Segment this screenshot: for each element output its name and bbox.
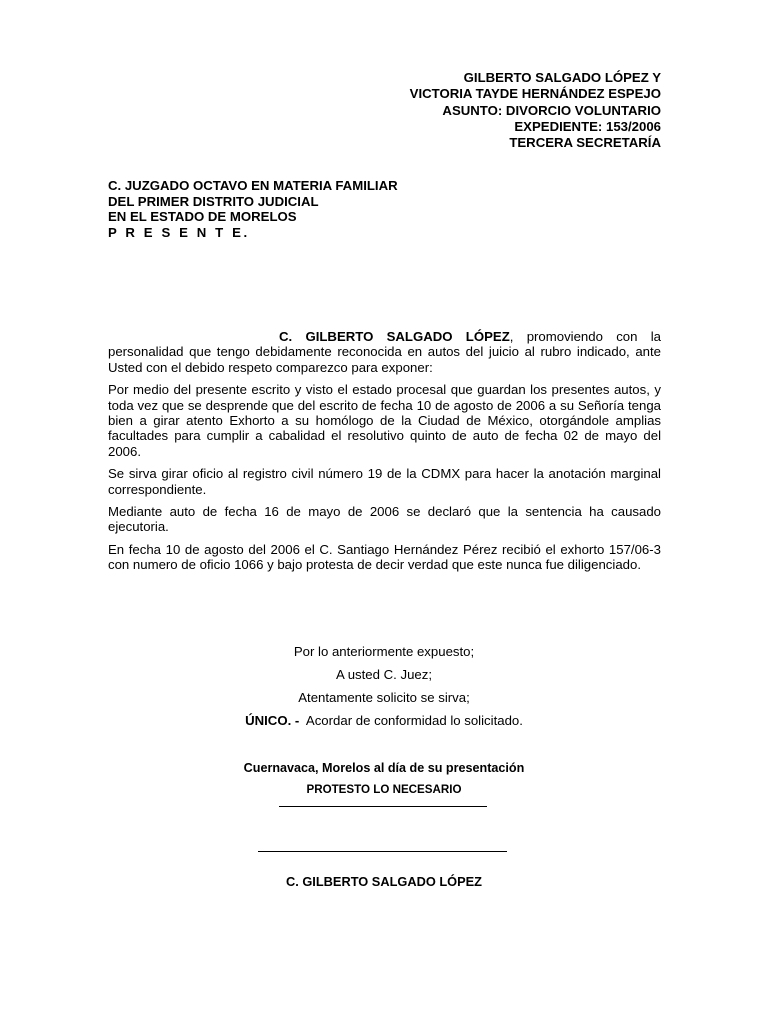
case-header [410,70,661,151]
body-paragraph-2: Se sirva girar oficio al registro civil número 19 de la CDMX para hacer la anotación marginal correspondiente. [108,466,661,497]
header-case-number: EXPEDIENTE: 153/2006 [514,118,661,134]
intro-text: , promoviendo con la personalidad que tengo debidamente reconocida en autos del juicio al rubro indicado, ante Usted con el debido respeto comparezco para exponer: [108,329,661,375]
closing-line-solicito: Atentamente solicito se sirva; [298,690,470,705]
body-paragraph-1: Por medio del presente escrito y visto el estado procesal que guardan los presentes autos, y toda vez que se desprende que del escrito de fecha 10 de agosto de 2006 a su Señoría tenga bien a girar atento Exhorto a su homólogo de la Ciudad de México, otorgándole amplias facultades para cumplir a cabalidad el resolutivo quinto de auto de fecha 02 de mayo del 2006. [108,382,661,459]
header-parties-line-2: VICTORIA TAYDE HERNÁNDEZ ESPEJO [409,86,661,102]
addressee-court: C. JUZGADO OCTAVO EN MATERIA FAMILIAR [108,178,398,193]
addressee-presente: P R E S E N T E. [108,224,250,240]
addressee-district: DEL PRIMER DISTRITO JUDICIAL [108,193,319,209]
addressee-block [108,178,398,240]
protesto-underline [279,806,487,807]
closing-line-expuesto: Por lo anteriormente expuesto; [293,644,475,659]
addressee-state: EN EL ESTADO DE MORELOS [108,209,297,225]
closing-line-juez: A usted C. Juez; [335,667,433,682]
header-parties-line-1: GILBERTO SALGADO LÓPEZ Y [463,70,661,85]
protesto-line: PROTESTO LO NECESARIO [306,783,462,796]
signer-name: C. GILBERTO SALGADO LÓPEZ [286,874,482,889]
closing-line-unico [0,713,768,728]
document-body [108,329,661,580]
body-paragraph-4: En fecha 10 de agosto del 2006 el C. Santiago Hernández Pérez recibió el exhorto 157/06-3 con numero de oficio 1066 y bajo protesta de decir verdad que este nunca fue diligenciado. [108,541,661,573]
body-paragraph-3: Mediante auto de fecha 16 de mayo de 2006 se declaró que la sentencia ha causado ejecutoria. [108,504,661,535]
unico-label: ÚNICO. - [245,713,300,728]
header-secretariat: TERCERA SECRETARÍA [509,135,661,151]
intro-paragraph [108,329,661,375]
intro-petitioner-name: C. GILBERTO SALGADO LÓPEZ [279,329,510,344]
unico-text: Acordar de conformidad lo solicitado. [305,713,523,728]
signature-line [258,851,507,852]
place-date: Cuernavaca, Morelos al día de su presentación [243,761,525,775]
header-subject: ASUNTO: DIVORCIO VOLUNTARIO [442,102,661,118]
